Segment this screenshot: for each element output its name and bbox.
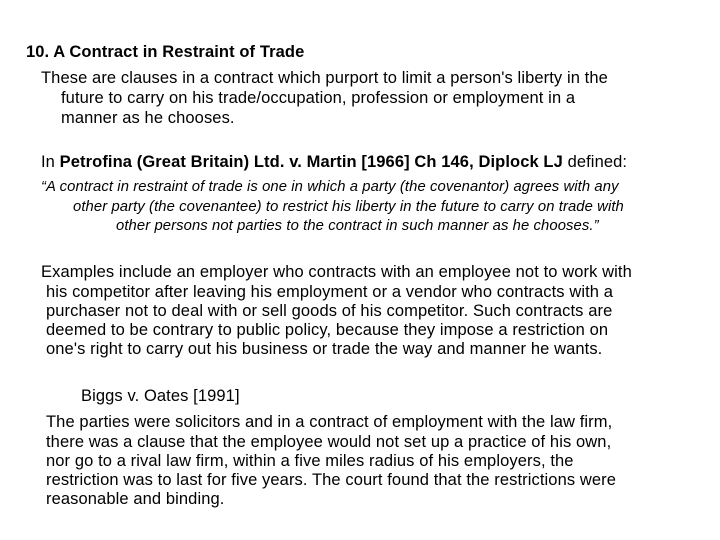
case2-line-1: The parties were solicitors and in a contract of employment with the law firm, <box>46 413 613 431</box>
quote-line-1: “A contract in restraint of trade is one in which a party (the covenantor) agrees with any <box>41 179 619 195</box>
quote-line-3: other persons not parties to the contract in such manner as he chooses.” <box>116 218 599 234</box>
case-reference-prefix: In <box>41 153 60 171</box>
examples-line-4: deemed to be contrary to public policy, because they impose a restriction on <box>46 321 609 339</box>
examples-line-2: his competitor after leaving his employment or a vendor who contracts with a <box>46 283 614 301</box>
intro-line-2: future to carry on his trade/occupation, profession or employment in a <box>61 89 576 107</box>
case-citation: Petrofina (Great Britain) Ltd. v. Martin [1966] Ch 146, Diplock LJ <box>59 153 563 171</box>
case2-line-4: restriction was to last for five years. The court found that the restrictions were <box>46 471 617 489</box>
case2-line-5: reasonable and binding. <box>46 490 225 508</box>
intro-line-1: These are clauses in a contract which purport to limit a person's liberty in the <box>41 69 608 87</box>
examples-line-1: Examples include an employer who contracts with an employee not to work with <box>41 263 632 281</box>
case2-line-2: there was a clause that the employee would not set up a practice of his own, <box>46 433 612 451</box>
case-reference <box>41 152 627 172</box>
examples-line-3: purchaser not to deal with or sell goods of his competitor. Such contracts are <box>46 302 613 320</box>
quote-line-2: other party (the covenantee) to restrict his liberty in the future to carry on trade with <box>73 199 624 215</box>
case2-title: Biggs v. Oates [1991] <box>81 387 240 405</box>
examples-line-5: one's right to carry out his business or trade the way and manner he wants. <box>46 340 603 358</box>
case-reference-suffix: defined: <box>562 153 628 171</box>
slide-heading: 10. A Contract in Restraint of Trade <box>26 43 305 61</box>
intro-line-3: manner as he chooses. <box>61 109 235 127</box>
case2-line-3: nor go to a rival law firm, within a five miles radius of his employers, the <box>46 452 574 470</box>
